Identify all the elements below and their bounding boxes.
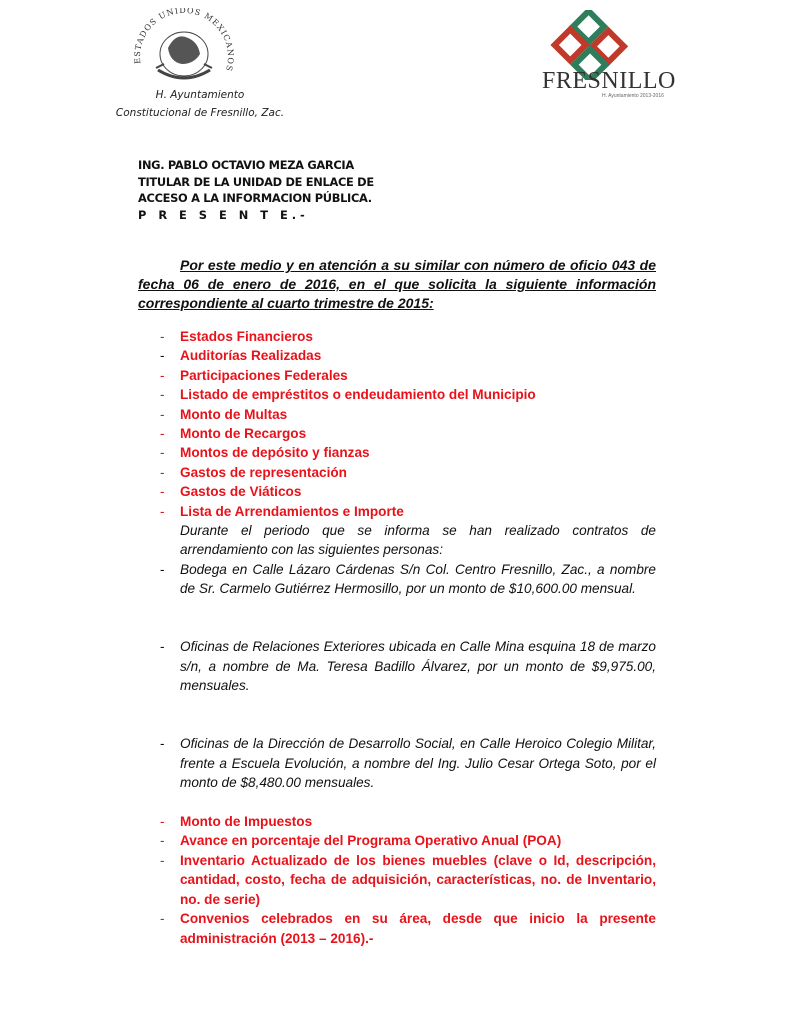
dash-bullet: - [160,503,165,519]
lease-item: - Bodega en Calle Lázaro Cárdenas S/n Col. Centro Fresnillo, Zac., a nombre de Sr. Carmelo Gutiérrez Hermosillo, por un monto de $10,600.00 mensual. [160,561,656,597]
requested-info-list [160,327,656,948]
intro-text: Por este medio y en atención a su similar con número de oficio 043 de fecha 06 de enero de 2016, en el que solicita la siguiente información correspondiente al cuarto trimestre de 2015: [138,257,656,311]
logo-subtitle: H. Ayuntamiento 2013-2016 [602,93,664,99]
intro-paragraph [138,256,656,313]
dash-bullet: - [160,561,165,577]
spacer [160,696,656,715]
dash-bullet: - [160,852,165,868]
list-item: - Gastos de Viáticos [160,482,656,501]
list-item: - Inventario Actualizado de los bienes muebles (clave o Id, descripción, cantidad, costo, fecha de adquisición, características, no. de Inventario, no. de serie) [160,852,656,907]
seal-caption [100,86,300,122]
dash-bullet: - [160,464,165,480]
dash-bullet: - [160,484,165,500]
coat-of-arms-seal-icon [128,8,240,88]
dash-bullet: - [160,387,165,403]
list-item: - Estados Financieros [160,327,656,346]
logo-wordmark: FRESNILLO [542,68,676,94]
list-item: - Avance en porcentaje del Programa Operativo Anual (POA) [160,831,656,850]
addressee-block [138,157,374,223]
lease-note: Durante el periodo que se informa se han realizado contratos de arrendamiento con las siguientes personas: [180,523,656,558]
list-item: - Montos de depósito y fianzas [160,443,656,462]
addressee-title-1: TITULAR DE LA UNIDAD DE ENLACE DE [138,174,374,189]
dash-bullet: - [160,814,165,830]
caption-line-1: H. Ayuntamiento [155,89,245,101]
list-item: - Gastos de representación [160,463,656,482]
lease-item: - Oficinas de la Dirección de Desarrollo Social, en Calle Heroico Colegio Militar, frente a Escuela Evolución, a nombre del Ing. Julio Cesar Ortega Soto, por el monto de $8,480.00 mensuales. [160,736,656,791]
list-item: - Monto de Multas [160,405,656,424]
spacer [160,599,656,618]
dash-bullet: - [160,833,165,849]
dash-bullet: - [160,639,165,655]
list-item: - Listado de empréstitos o endeudamiento del Municipio [160,385,656,404]
dash-bullet: - [160,426,165,442]
spacer [160,618,656,637]
dash-bullet: - [160,348,165,364]
list-item: - Monto de Impuestos [160,812,656,831]
list-item: - Convenios celebrados en su área, desde que inicio la presente administración (2013 – 2016).- [160,911,656,946]
addressee-presente: P R E S E N T E.- [138,207,309,222]
lease-item: - Oficinas de Relaciones Exteriores ubicada en Calle Mina esquina 18 de marzo s/n, a nombre de Ma. Teresa Badillo Álvarez, por un monto de $9,975.00, mensuales. [160,639,656,694]
dash-bullet: - [160,367,165,383]
dash-bullet: - [160,445,165,461]
dash-bullet: - [160,911,165,927]
spacer [160,793,656,812]
addressee-title-2: ACCESO A LA INFORMACION PÚBLICA. [138,191,372,205]
addressee-name: ING. PABLO OCTAVIO MEZA GARCIA [138,158,354,172]
list-item: - Monto de Recargos [160,424,656,443]
list-item: - Auditorías Realizadas [160,346,656,365]
seal-text: ESTADOS UNIDOS MEXICANOS [132,8,236,73]
dash-bullet: - [160,406,165,422]
spacer [160,715,656,734]
caption-line-2: Constitucional de Fresnillo, Zac. [115,107,285,119]
dash-bullet: - [160,736,165,752]
list-item: - Participaciones Federales [160,366,656,385]
list-item: - Lista de Arrendamientos e Importe [160,502,656,521]
dash-bullet: - [160,329,165,344]
